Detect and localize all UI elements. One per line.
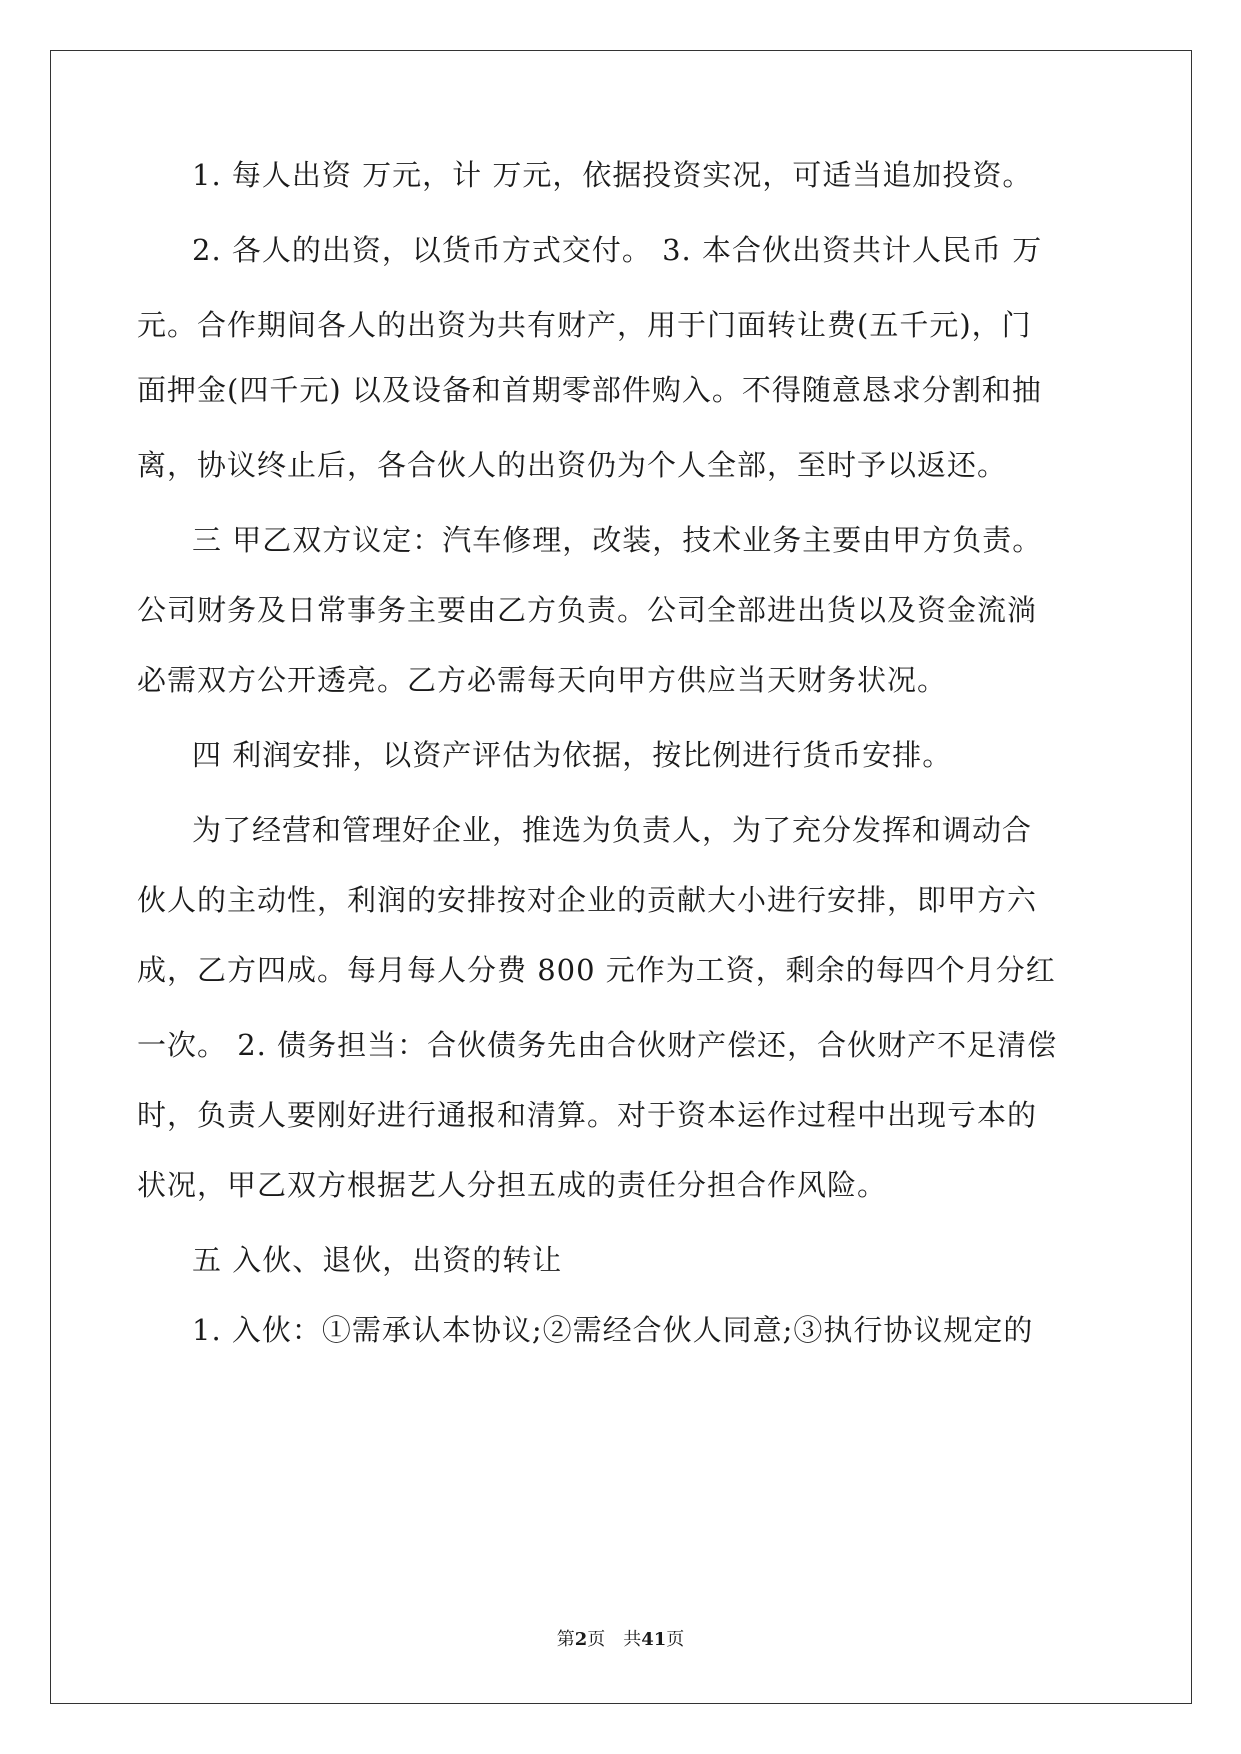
text-line: 必需双方公开透亮。乙方必需每天向甲方供应当天财务状况。 bbox=[137, 663, 948, 697]
page-footer bbox=[0, 1628, 1241, 1652]
total-prefix: 共 bbox=[623, 1629, 642, 1650]
page-unit: 页 bbox=[587, 1629, 606, 1650]
text-line: 1. 入伙：①需承认本协议;②需经合伙人同意;③执行协议规定的 bbox=[192, 1313, 1034, 1347]
text-line: 为了经营和管理好企业，推选为负责人，为了充分发挥和调动合 bbox=[192, 813, 1033, 847]
text-line: 1. 每人出资 万元，计 万元，依据投资实况，可适当追加投资。 bbox=[192, 158, 1033, 192]
text-line: 五 入伙、退伙，出资的转让 bbox=[192, 1243, 563, 1277]
page-number: 2 bbox=[574, 1629, 588, 1650]
text-line: 四 利润安排，以资产评估为依据，按比例进行货币安排。 bbox=[192, 738, 953, 772]
text-line: 时，负责人要刚好进行通报和清算。对于资本运作过程中出现亏本的 bbox=[137, 1098, 1038, 1132]
page-border bbox=[50, 50, 1192, 1704]
page-prefix: 第 bbox=[556, 1629, 575, 1650]
text-line: 三 甲乙双方议定：汽车修理，改装，技术业务主要由甲方负责。 bbox=[192, 523, 1043, 557]
text-line: 离，协议终止后，各合伙人的出资仍为个人全部，至时予以返还。 bbox=[137, 448, 1008, 482]
text-line: 一次。 2. 债务担当：合伙债务先由合伙财产偿还，合伙财产不足清偿 bbox=[137, 1028, 1058, 1062]
total-pages: 41 bbox=[641, 1629, 667, 1650]
text-line: 伙人的主动性，利润的安排按对企业的贡献大小进行安排，即甲方六 bbox=[137, 883, 1038, 917]
text-line: 元。合作期间各人的出资为共有财产，用于门面转让费(五千元)，门 bbox=[137, 308, 1032, 342]
text-line: 面押金(四千元) 以及设备和首期零部件购入。不得随意恳求分割和抽 bbox=[137, 373, 1042, 407]
text-line: 公司财务及日常事务主要由乙方负责。公司全部进出货以及资金流淌 bbox=[137, 593, 1038, 627]
text-line: 状况，甲乙双方根据艺人分担五成的责任分担合作风险。 bbox=[137, 1168, 888, 1202]
total-unit: 页 bbox=[666, 1629, 685, 1650]
text-line: 成，乙方四成。每月每人分费 800 元作为工资，剩余的每四个月分红 bbox=[137, 953, 1056, 987]
text-line: 2. 各人的出资，以货币方式交付。 3. 本合伙出资共计人民币 万 bbox=[192, 233, 1043, 267]
